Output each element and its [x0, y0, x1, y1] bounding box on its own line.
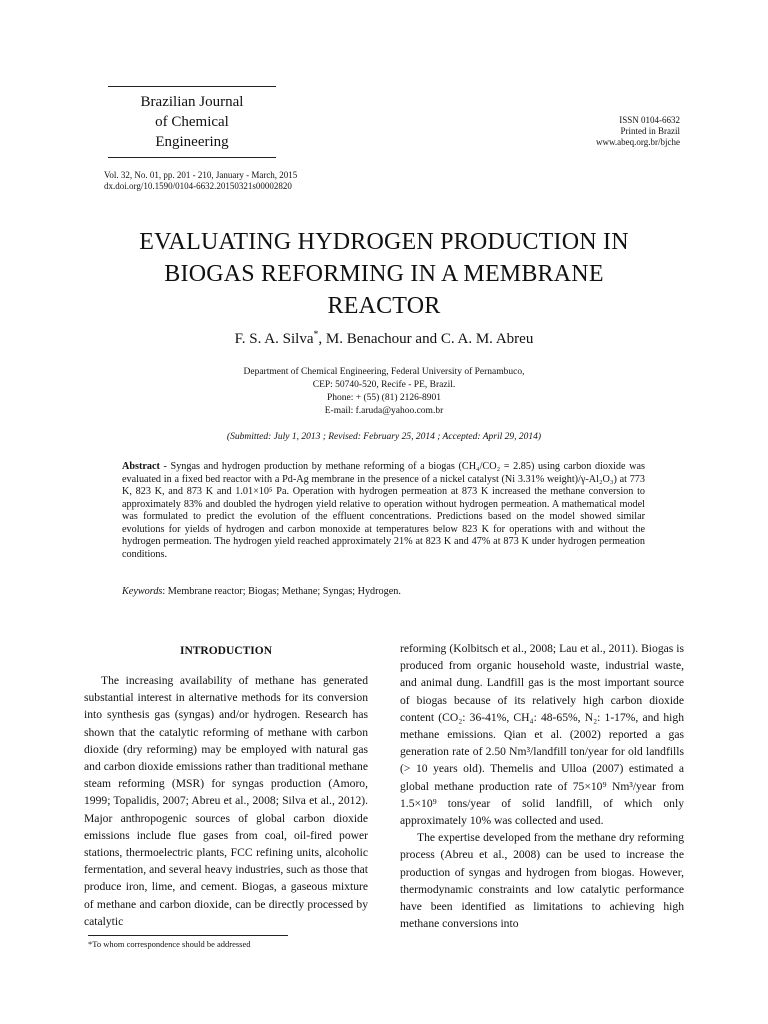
masthead-top-rule [108, 86, 276, 87]
masthead-bottom-rule [108, 157, 276, 158]
right-column-paragraph-1: reforming (Kolbitsch et al., 2008; Lau et al., 2011). Biogas is produced from organic household waste, industrial waste, and animal dung. Landfill gas is the most important source of biogas because of its relatively high carbon dioxide content (CO₂: 36-41%, CH₄: 48-65%, N₂: 1-17%, and high methane emissions. Qian et al. (2002) reported a gas generation rate of 2.50 Nm³/landfill ton/year for old landfills (> 10 years old). Themelis and Ulloa (2007) estimated a global methane production rate of 75×10⁹ Nm³/year from 1.5×10⁹ tons/year of solid landfill, of which only approximately 10% was collected and used. [400, 642, 684, 828]
affiliation-line-1: Department of Chemical Engineering, Federal University of Pernambuco, [243, 367, 525, 377]
left-column [84, 672, 368, 930]
keywords [122, 586, 645, 599]
affiliation-line-3: Phone: + (55) (81) 2126-8901 [326, 393, 442, 403]
corresponding-mark: * [313, 329, 319, 340]
volume-line: Vol. 32, No. 01, pp. 201 - 210, January - March, 2015 [104, 170, 298, 180]
printed-in: Printed in Brazil [620, 126, 680, 136]
submission-dates: (Submitted: July 1, 2013 ; Revised: February 25, 2014 ; Accepted: April 29, 2014) [226, 432, 542, 442]
right-column [400, 640, 684, 932]
affiliation-line-2: CEP: 50740-520, Recife - PE, Brazil. [312, 380, 456, 390]
volume-info [104, 170, 297, 192]
left-column-paragraph: The increasing availability of methane has generated substantial interest in alternative methods for its conversion into synthesis gas (syngas) and/or hydrogen. Research has shown that the catalytic reforming of methane with carbon dioxide (dry reforming) may be employed with natural gas and carbon dioxide emissions rather than traditional methane steam reforming (MSR) for syngas production (Amoro, 1999; Topalidis, 2007; Abreu et al., 2008; Silva et al., 2012). Major anthropogenic sources of global carbon dioxide emissions include flue gases from coal, oil-fired power stations, thermoelectric plants, FCC refining units, alcoholic fermentation, and several heavy industries, such as those that produce iron, lime, and cement. Biogas, a gaseous mixture of methane and carbon dioxide, can be directly processed by catalytic [84, 674, 368, 928]
journal-name-line-2: of Chemical [155, 114, 229, 130]
abstract-label: Abstract [122, 461, 160, 472]
journal-url: www.abeq.org.br/bjche [596, 137, 680, 147]
authors [60, 331, 708, 348]
title-line-2: BIOGAS REFORMING IN A MEMBRANE [164, 261, 604, 287]
footnote: *To whom correspondence should be addressed [88, 939, 251, 949]
paper-title [60, 226, 708, 322]
issn: ISSN 0104-6632 [619, 115, 680, 125]
affiliation [100, 366, 668, 418]
right-column-paragraph-2: The expertise developed from the methane dry reforming process (Abreu et al., 2008) can be used to increase the production of syngas and hydrogen from biogas. However, thermodynamic constraints and low catalytic performance have been identified as limitations to achieving high methane conversions into [400, 831, 684, 931]
abstract-text: - Syngas and hydrogen production by methane reforming of a biogas (CH₄/CO₂ = 2.85) using carbon dioxide was evaluated in a fixed bed reactor with a Pd-Ag membrane in the presence of a nickel catalyst (Ni 3.31% weight)/γ-Al₂O₃) at 773 K, 823 K, and 873 K and 1.01×10⁵ Pa. Operation with hydrogen permeation at 873 K increased the methane conversion to approximately 83% and doubled the hydrogen yield relative to operation without hydrogen permeation. A mathematical model was formulated to predict the evolution of the effluent concentrations. Predictions based on the model showed similar evolutions for yields of hydrogen and carbon monoxide at temperatures below 823 K for operations with and without the hydrogen permeation. The hydrogen yield reached approximately 21% at 823 K and 47% at 873 K under hydrogen permeation conditions. [122, 461, 645, 560]
authors-rest: , M. Benachour and C. A. M. Abreu [318, 331, 534, 347]
footnote-rule [88, 935, 288, 936]
journal-name [108, 92, 276, 152]
introduction-heading: INTRODUCTION [179, 645, 272, 657]
affiliation-line-4: E-mail: f.aruda@yahoo.com.br [324, 406, 444, 416]
keywords-label: Keywords [122, 586, 163, 597]
author-1: F. S. A. Silva [234, 331, 314, 347]
title-line-3: REACTOR [327, 293, 441, 319]
journal-name-line-3: Engineering [155, 134, 229, 150]
keywords-text: : Membrane reactor; Biogas; Methane; Syngas; Hydrogen. [162, 586, 401, 597]
journal-issn-block [596, 115, 680, 148]
abstract [122, 461, 645, 561]
journal-name-line-1: Brazilian Journal [140, 94, 244, 110]
title-line-1: EVALUATING HYDROGEN PRODUCTION IN [139, 229, 629, 255]
doi-line: dx.doi.org/10.1590/0104-6632.20150321s00002820 [104, 181, 292, 191]
